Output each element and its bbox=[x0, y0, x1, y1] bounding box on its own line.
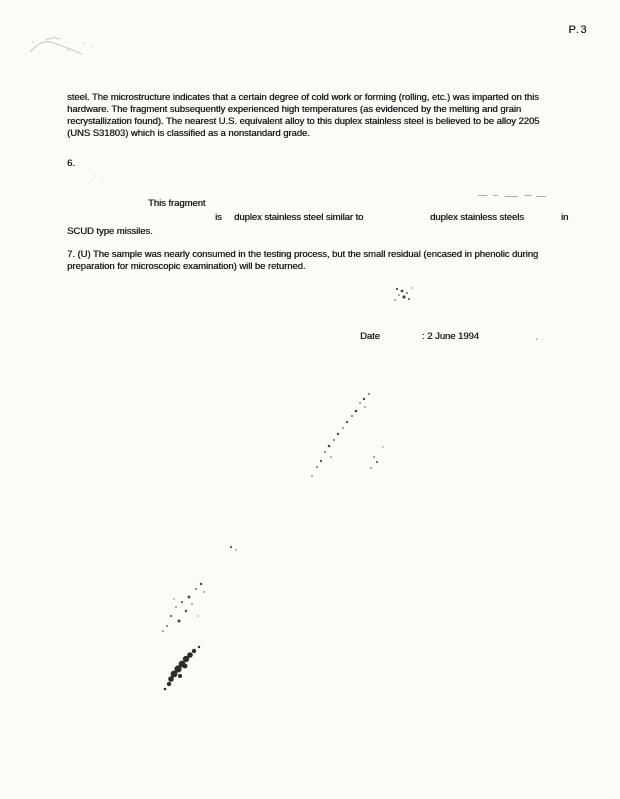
item-7-line: preparation for microscopic examination) will be returned. bbox=[67, 261, 306, 272]
paragraph-steel-line: hardware. The fragment subsequently experienced high temperatures (as evidenced by the melting and grain bbox=[67, 104, 522, 115]
date-label: Date bbox=[360, 331, 380, 342]
item-6-phrase-right: duplex stainless steels bbox=[430, 212, 524, 223]
item-6-fragment-intro: This fragment bbox=[148, 198, 206, 209]
scan-artifact-trail bbox=[311, 393, 383, 477]
paragraph-steel-line: (UNS S31803) which is classified as a nonstandard grade. bbox=[67, 128, 310, 139]
item-6-scud-line: SCUD type missiles. bbox=[67, 226, 153, 237]
item-6-number: 6. bbox=[67, 158, 75, 169]
scan-artifact-dashes bbox=[478, 194, 554, 198]
page-number: P.3 bbox=[568, 24, 588, 36]
paragraph-steel-line: steel. The microstructure indicates that a certain degree of cold work or forming (rolling, etc.) was imparted on this bbox=[67, 92, 539, 103]
scan-artifact-blob bbox=[164, 646, 201, 691]
paragraph-steel-line: recrystallization found). The nearest U.S. equivalent alloy to this duplex stainless steel is believed to be alloy 2205 bbox=[67, 116, 540, 127]
scan-artifact-scribble bbox=[30, 38, 82, 54]
scan-artifact-cluster bbox=[394, 287, 412, 300]
item-6-word-in: in bbox=[561, 212, 569, 223]
item-6-word-is: is bbox=[215, 212, 222, 223]
item-6-phrase-mid: duplex stainless steel similar to bbox=[234, 212, 364, 223]
scan-artifact-cluster-lower bbox=[162, 583, 205, 632]
item-7-line: 7. (U) The sample was nearly consumed in the testing process, but the small residual (encased in phenolic during bbox=[67, 249, 539, 260]
date-value: : 2 June 1994 bbox=[422, 331, 479, 342]
